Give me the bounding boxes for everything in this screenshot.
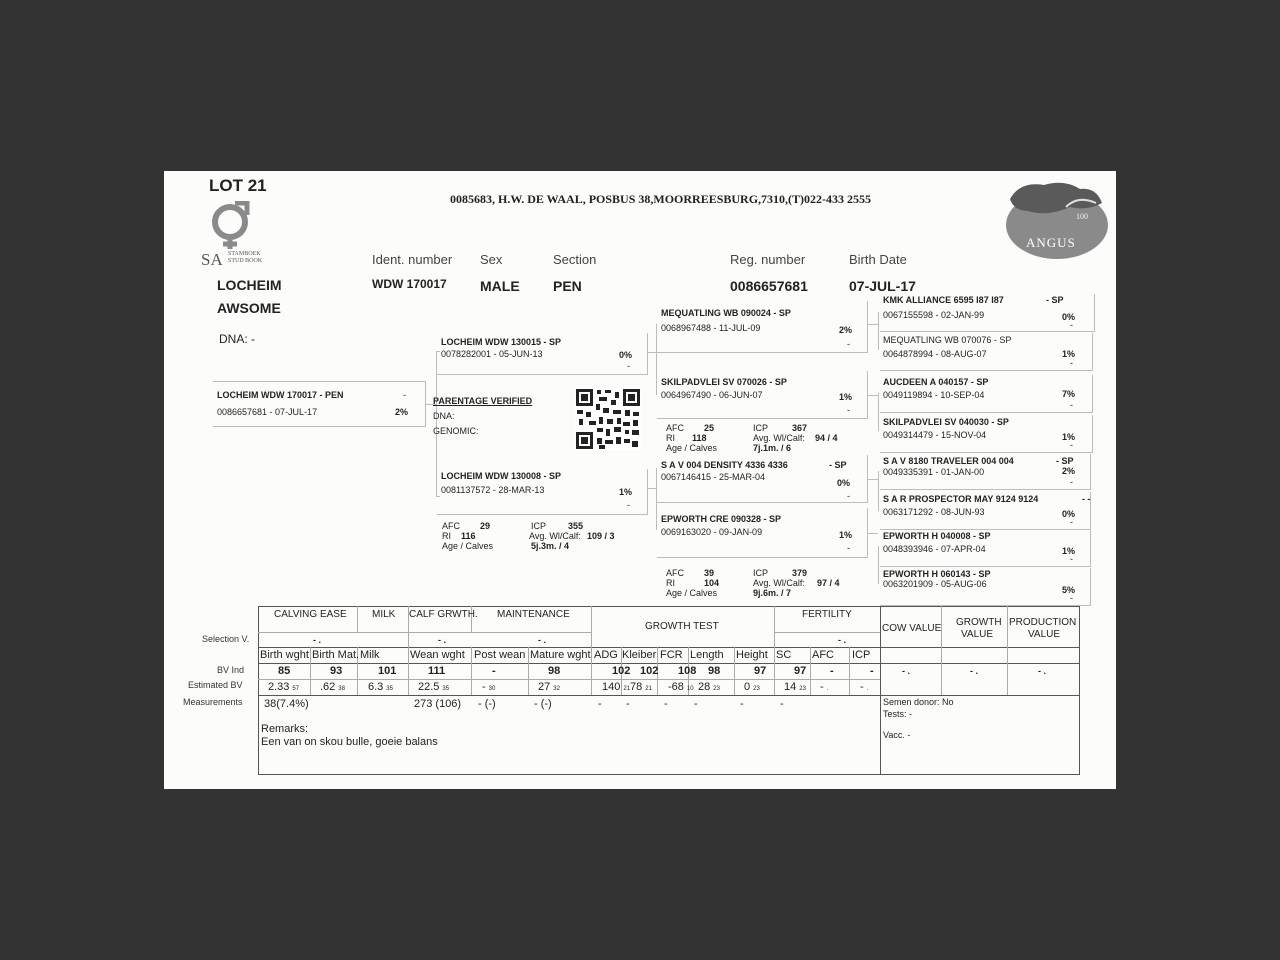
measurement-value: - (780, 698, 784, 710)
gp-tag: - SP (829, 460, 847, 470)
table-line (849, 647, 850, 695)
table-line (591, 647, 592, 695)
measurement-value: - (-) (534, 698, 552, 710)
logo-text (228, 251, 262, 265)
table-line (471, 647, 472, 695)
dam-icp: 355 (568, 521, 584, 531)
semen-donor: Semen donor: No (883, 697, 954, 707)
breeding-values-table (258, 606, 1080, 775)
ggp-tag: - - (1082, 494, 1091, 504)
great-grandparent-box (880, 375, 1093, 413)
group-growth-test: GROWTH TEST (645, 621, 719, 632)
measurement-value: - (626, 698, 630, 710)
column-header: Birth Mat. (312, 649, 360, 661)
table-border (258, 606, 1080, 607)
measurement-value: - (598, 698, 602, 710)
sel-fert: - . (838, 635, 846, 645)
animal-reg: 0086657681 (730, 278, 808, 294)
row-label-estimated-bv: Estimated BV (188, 680, 243, 690)
animal-box-reg: 0086657681 - 07-JUL-17 (217, 407, 318, 417)
ggp-name: S A R PROSPECTOR MAY 9124 9124 (883, 494, 1039, 504)
estimated-bv-accuracy: . (826, 686, 829, 692)
dam-name: LOCHEIM WDW 130008 - SP (441, 471, 562, 481)
bv-value: 102 (612, 665, 631, 677)
table-line (357, 606, 358, 632)
sire-box (437, 333, 648, 375)
estimated-bv-cell (368, 681, 393, 693)
gp-reg: 0068967488 - 11-JUL-09 (661, 323, 761, 333)
gp-name: S A V 004 DENSITY 4336 4336 (661, 460, 788, 470)
dam-ri-label: RI (442, 531, 451, 541)
ggp-name: EPWORTH H 040008 - SP (883, 531, 991, 541)
column-header: Wean wght (410, 649, 465, 661)
sex-header: Sex (480, 252, 503, 267)
pedigree-card (164, 171, 1116, 789)
bv-value: 85 (278, 665, 291, 677)
ggp-name: AUCDEEN A 040157 - SP (883, 377, 989, 387)
estimated-bv-cell (630, 681, 652, 693)
dam-age-label: Age / Calves (442, 541, 494, 551)
dam-afc: 29 (480, 521, 491, 531)
estimated-bv-value: 0 (744, 681, 751, 693)
column-header: Length (690, 649, 724, 661)
table-line (258, 695, 1080, 696)
gp-pct: 0% (837, 478, 851, 488)
group-cow-value: COW VALUE (882, 623, 942, 634)
row-label-bv-ind: BV Ind (217, 665, 245, 675)
angus-text: ANGUS (1026, 235, 1076, 250)
table-line (774, 632, 880, 633)
great-grandparent-box (880, 492, 1091, 530)
connector (878, 312, 879, 350)
row-label-selection: Selection V. (202, 634, 250, 644)
row-label-measurements: Measurements (183, 697, 243, 707)
ggp-dash: - (1070, 400, 1073, 410)
gp-ri: 104 (704, 578, 720, 588)
table-line (310, 647, 311, 695)
estimated-bv-value: 27 (538, 681, 551, 693)
stud-book-emblem-icon (208, 201, 256, 251)
ggp-name: S A V 8180 TRAVELER 004 004 (883, 456, 1014, 466)
table-line (734, 647, 735, 695)
estimated-bv-value: 140 (602, 681, 621, 693)
ggp-dash: - (1070, 320, 1073, 330)
remarks-label: Remarks: (261, 723, 309, 735)
group-fertility: FERTILITY (802, 609, 852, 620)
ggp-dash: - (1070, 358, 1073, 368)
gp-afc: 25 (704, 423, 715, 433)
bv-value: - (830, 665, 834, 677)
estimated-bv-value: - (820, 681, 824, 693)
animal-dna: DNA: - (219, 332, 255, 346)
animal-name-line-1: LOCHEIM (217, 277, 282, 293)
parentage-verified: PARENTAGE VERIFIED (433, 396, 533, 406)
ggp-reg: 0063171292 - 08-JUN-93 (883, 507, 985, 517)
dam-avg: 109 / 3 (587, 531, 615, 541)
sel-calving: - . (313, 635, 321, 645)
connector (878, 393, 879, 431)
animal-box-pct: 2% (395, 407, 409, 417)
gp-dash: - (847, 491, 850, 501)
sire-name: LOCHEIM WDW 130015 - SP (441, 337, 562, 347)
sire-dash: - (627, 361, 630, 371)
connector (648, 352, 656, 353)
gp-reg: 0067146415 - 25-MAR-04 (661, 472, 766, 482)
ggp-tag: - SP (1056, 456, 1074, 466)
estimated-bv-cell (698, 681, 720, 693)
estimated-bv-accuracy: 30 (488, 686, 496, 692)
estimated-bv-accuracy: 35 (386, 686, 393, 692)
vaccinations: Vacc. - (883, 730, 911, 740)
estimated-bv-accuracy: 32 (553, 686, 560, 692)
animal-pedigree-box (213, 381, 426, 427)
connector (868, 395, 878, 396)
animal-ident: WDW 170017 (372, 277, 447, 291)
ggp-reg: 0067155598 - 02-JAN-99 (883, 310, 985, 320)
gp-ri-label: RI (666, 578, 675, 588)
estimated-bv-value: 6.3 (368, 681, 384, 693)
connector (878, 471, 879, 511)
qr-code[interactable] (575, 388, 641, 450)
gp-afc-label: AFC (666, 568, 684, 578)
gp-reg: 0064967490 - 06-JUN-07 (661, 390, 763, 400)
ggp-reg: 0049119894 - 10-SEP-04 (883, 390, 985, 400)
estimated-bv-accuracy: 57 (292, 686, 300, 692)
measurement-value: - (740, 698, 744, 710)
ggp-name: KMK ALLIANCE 6595 I87 I87 (883, 295, 1004, 305)
table-line (258, 663, 1080, 664)
connector (868, 479, 878, 480)
table-line (774, 647, 775, 695)
grandparent-box (657, 455, 868, 503)
group-milk: MILK (372, 609, 396, 620)
ggp-tag: - SP (1046, 295, 1064, 305)
ggp-reg: 0064878994 - 08-AUG-07 (883, 349, 987, 359)
sire-pct: 0% (619, 350, 633, 360)
gp-name: SKILPADVLEI SV 070026 - SP (661, 377, 787, 387)
sel-maint: - . (538, 635, 546, 645)
grandparent-box (657, 508, 868, 558)
table-line (810, 647, 811, 695)
ggp-pct: 1% (1062, 349, 1076, 359)
grandparent-box (657, 371, 868, 419)
ggp-reg: 0049314479 - 15-NOV-04 (883, 430, 987, 440)
estimated-bv-value: - (860, 681, 864, 693)
ggp-name: EPWORTH H 060143 - SP (883, 569, 991, 579)
estimated-bv-accuracy: 21 (645, 686, 652, 692)
gp-name: MEQUATLING WB 090024 - SP (661, 308, 791, 318)
great-grandparent-box (880, 415, 1093, 453)
estimated-bv-accuracy: 23 (753, 686, 760, 692)
sire-reg: 0078282001 - 05-JUN-13 (441, 349, 543, 359)
estimated-bv-accuracy: 35 (442, 686, 450, 692)
column-header: Kleiber (622, 649, 657, 661)
estimated-bv-value: - (482, 681, 486, 693)
ggp-reg: 0048393946 - 07-APR-04 (883, 544, 986, 554)
great-grandparent-box (880, 333, 1093, 371)
verify-dna: DNA: (433, 411, 455, 421)
table-line (258, 647, 1080, 648)
column-header: Mature wght (530, 649, 591, 661)
estimated-bv-cell (860, 681, 868, 693)
table-border (258, 774, 1080, 775)
table-line (880, 606, 881, 775)
gp-pct: 1% (839, 530, 853, 540)
table-line (774, 606, 775, 647)
ggp-name: SKILPADVLEI SV 040030 - SP (883, 417, 1009, 427)
gp-afc: 39 (704, 568, 715, 578)
ggp-pct: 1% (1062, 546, 1076, 556)
bv-value: 102 (640, 665, 659, 677)
group-production-value-1: PRODUCTION (1009, 617, 1077, 628)
qr-code-icon (575, 388, 641, 450)
ggp-pct: 5% (1062, 585, 1076, 595)
dam-afc-label: AFC (442, 521, 460, 531)
great-grandparent-box (880, 294, 1095, 332)
ggp-pct: 1% (1062, 432, 1076, 442)
estimated-bv-accuracy: . (866, 686, 869, 692)
grandparent-box (657, 301, 868, 353)
estimated-bv-accuracy: 21 (623, 686, 631, 692)
cow-value: - . (902, 666, 910, 676)
estimated-bv-value: 2.33 (268, 681, 290, 693)
ggp-reg: 0063201909 - 05-AUG-06 (883, 579, 987, 589)
gp-age-label: Age / Calves (666, 443, 718, 453)
estimated-bv-accuracy: 23 (799, 686, 806, 692)
animal-sex: MALE (480, 278, 520, 294)
estimated-bv-value: .62 (320, 681, 336, 693)
breeder-line: 0085683, H.W. DE WAAL, POSBUS 38,MOORREESBURG,7310,(T)022-433 2555 (450, 192, 872, 206)
dam-icp-label: ICP (531, 521, 547, 531)
dam-pct: 1% (619, 487, 633, 497)
bv-value: 97 (754, 665, 767, 677)
estimated-bv-cell (538, 681, 560, 693)
table-line (1007, 606, 1008, 695)
ggp-dash: - (1070, 593, 1073, 603)
logo-sa: SA (201, 250, 223, 269)
ggp-pct: 2% (1062, 466, 1076, 476)
measurement-value: 273 (106) (414, 698, 462, 710)
dam-dash: - (627, 500, 630, 510)
measurement-value: 38(7.4%) (264, 698, 309, 710)
dam-reg: 0081137572 - 28-MAR-13 (441, 485, 545, 495)
connector (868, 533, 878, 534)
estimated-bv-value: 14 (784, 681, 797, 693)
animal-section: PEN (553, 278, 582, 294)
gp-dash: - (847, 339, 850, 349)
gp-dash: - (847, 405, 850, 415)
angus-logo (1004, 177, 1110, 261)
ggp-pct: 0% (1062, 312, 1076, 322)
estimated-bv-cell (668, 681, 694, 693)
animal-name-line-2: AWSOME (217, 300, 281, 316)
estimated-bv-accuracy: 38 (338, 686, 345, 692)
birth-header: Birth Date (849, 252, 907, 267)
angus-years: 100 (1076, 212, 1088, 221)
group-calving-ease: CALVING EASE (274, 609, 347, 620)
gp-afc-label: AFC (666, 423, 684, 433)
ggp-dash: - (1070, 554, 1073, 564)
table-line (258, 679, 880, 680)
tests: Tests: - (883, 709, 913, 719)
measurement-value: - (664, 698, 668, 710)
bv-value: 97 (794, 665, 807, 677)
ident-header: Ident. number (372, 252, 453, 267)
table-border (1079, 606, 1080, 775)
ggp-dash: - (1070, 477, 1073, 487)
bv-value: 101 (378, 665, 397, 677)
gp-dash: - (847, 543, 850, 553)
bv-value: 98 (708, 665, 721, 677)
bv-value: 93 (330, 665, 343, 677)
verify-genomic: GENOMIC: (433, 426, 479, 436)
gp-avg-label: Avg. Wl/Calf: (753, 433, 805, 443)
animal-birth-date: 07-JUL-17 (849, 278, 916, 294)
connector (648, 488, 656, 489)
group-growth-value-2: VALUE (961, 629, 994, 640)
estimated-bv-cell (820, 681, 828, 693)
bv-value: - (870, 665, 874, 677)
connector (878, 546, 879, 584)
sel-calf: - . (438, 635, 446, 645)
column-header: Height (736, 649, 768, 661)
column-header: AFC (812, 649, 834, 661)
gp-name: EPWORTH CRE 090328 - SP (661, 514, 782, 524)
gp-icp-label: ICP (753, 568, 769, 578)
logo-line-1: STAMBOEK (228, 251, 261, 257)
table-line (528, 647, 529, 695)
column-header: ADG (594, 649, 618, 661)
estimated-bv-cell (268, 681, 299, 693)
dam-ri: 116 (461, 531, 476, 541)
gp-avg: 94 / 4 (815, 433, 838, 443)
estimated-bv-cell (320, 681, 345, 693)
gp-ri: 118 (692, 433, 707, 443)
bv-value: 111 (428, 665, 446, 677)
ggp-dash: - (1070, 517, 1073, 527)
estimated-bv-value: 78 (630, 681, 643, 693)
estimated-bv-value: 28 (698, 681, 711, 693)
table-line (258, 632, 591, 633)
reg-header: Reg. number (730, 252, 806, 267)
gp-icp: 379 (792, 568, 808, 578)
group-maintenance: MAINTENANCE (497, 609, 570, 620)
gp-avg-label: Avg. Wl/Calf: (753, 578, 805, 588)
column-header: SC (776, 649, 792, 661)
group-growth-value-1: GROWTH (956, 617, 1002, 628)
gp-ri-label: RI (666, 433, 675, 443)
connector (868, 324, 878, 325)
ggp-reg: 0049335391 - 01-JAN-00 (883, 467, 985, 477)
bv-value: 98 (548, 665, 561, 677)
great-grandparent-box (880, 529, 1091, 567)
estimated-bv-cell (744, 681, 760, 693)
column-header: Birth wght (260, 649, 309, 661)
column-header: Post wean (474, 649, 526, 661)
gp-avg: 97 / 4 (817, 578, 840, 588)
ggp-name: MEQUATLING WB 070076 - SP (883, 335, 1012, 345)
estimated-bv-cell (784, 681, 806, 693)
estimated-bv-cell (602, 681, 630, 693)
table-line (591, 606, 592, 647)
column-header: ICP (852, 649, 871, 661)
growth-value: - . (970, 666, 978, 676)
gp-age: 7j.1m. / 6 (753, 443, 792, 453)
measurement-value: - (694, 698, 698, 710)
bv-value: - (492, 665, 496, 677)
dam-age: 5j.3m. / 4 (531, 541, 570, 551)
group-calf-growth: CALF GRWTH. (409, 609, 478, 620)
animal-box-dash: - (403, 390, 406, 400)
production-value: - . (1038, 666, 1046, 676)
dam-avg-label: Avg. Wl/Calf: (529, 531, 581, 541)
column-header: Milk (360, 649, 380, 661)
great-grandparent-box (880, 568, 1091, 606)
table-line (941, 606, 942, 695)
great-grandparent-box (880, 454, 1091, 490)
logo-line-2: STUD BOOK (228, 258, 263, 264)
ggp-dash: - (1070, 440, 1073, 450)
remarks-text: Een van on skou bulle, goeie balans (261, 736, 438, 748)
lot-number: LOT 21 (209, 176, 267, 195)
bv-value: 108 (678, 665, 697, 677)
animal-box-name: LOCHEIM WDW 170017 - PEN (217, 390, 344, 400)
ggp-pct: 0% (1062, 509, 1076, 519)
estimated-bv-accuracy: 10 (686, 686, 694, 692)
gp-pct: 1% (839, 392, 853, 402)
dam-box (437, 469, 648, 515)
gp-age-label: Age / Calves (666, 588, 718, 598)
estimated-bv-accuracy: 23 (713, 686, 720, 692)
gp-age: 9j.6m. / 7 (753, 588, 792, 598)
gp-icp-label: ICP (753, 423, 769, 433)
column-header: FCR (660, 649, 683, 661)
gp-reg: 0069163020 - 09-JAN-09 (661, 527, 763, 537)
estimated-bv-cell (482, 681, 495, 693)
gp-icp: 367 (792, 423, 808, 433)
estimated-bv-cell (418, 681, 449, 693)
estimated-bv-value: -68 (668, 681, 684, 693)
stud-book-logo (208, 201, 256, 251)
measurement-value: - (-) (478, 698, 496, 710)
section-header: Section (553, 252, 597, 267)
ggp-pct: 7% (1062, 389, 1076, 399)
table-line (408, 632, 409, 695)
estimated-bv-value: 22.5 (418, 681, 440, 693)
group-production-value-2: VALUE (1028, 629, 1061, 640)
gp-pct: 2% (839, 325, 853, 335)
